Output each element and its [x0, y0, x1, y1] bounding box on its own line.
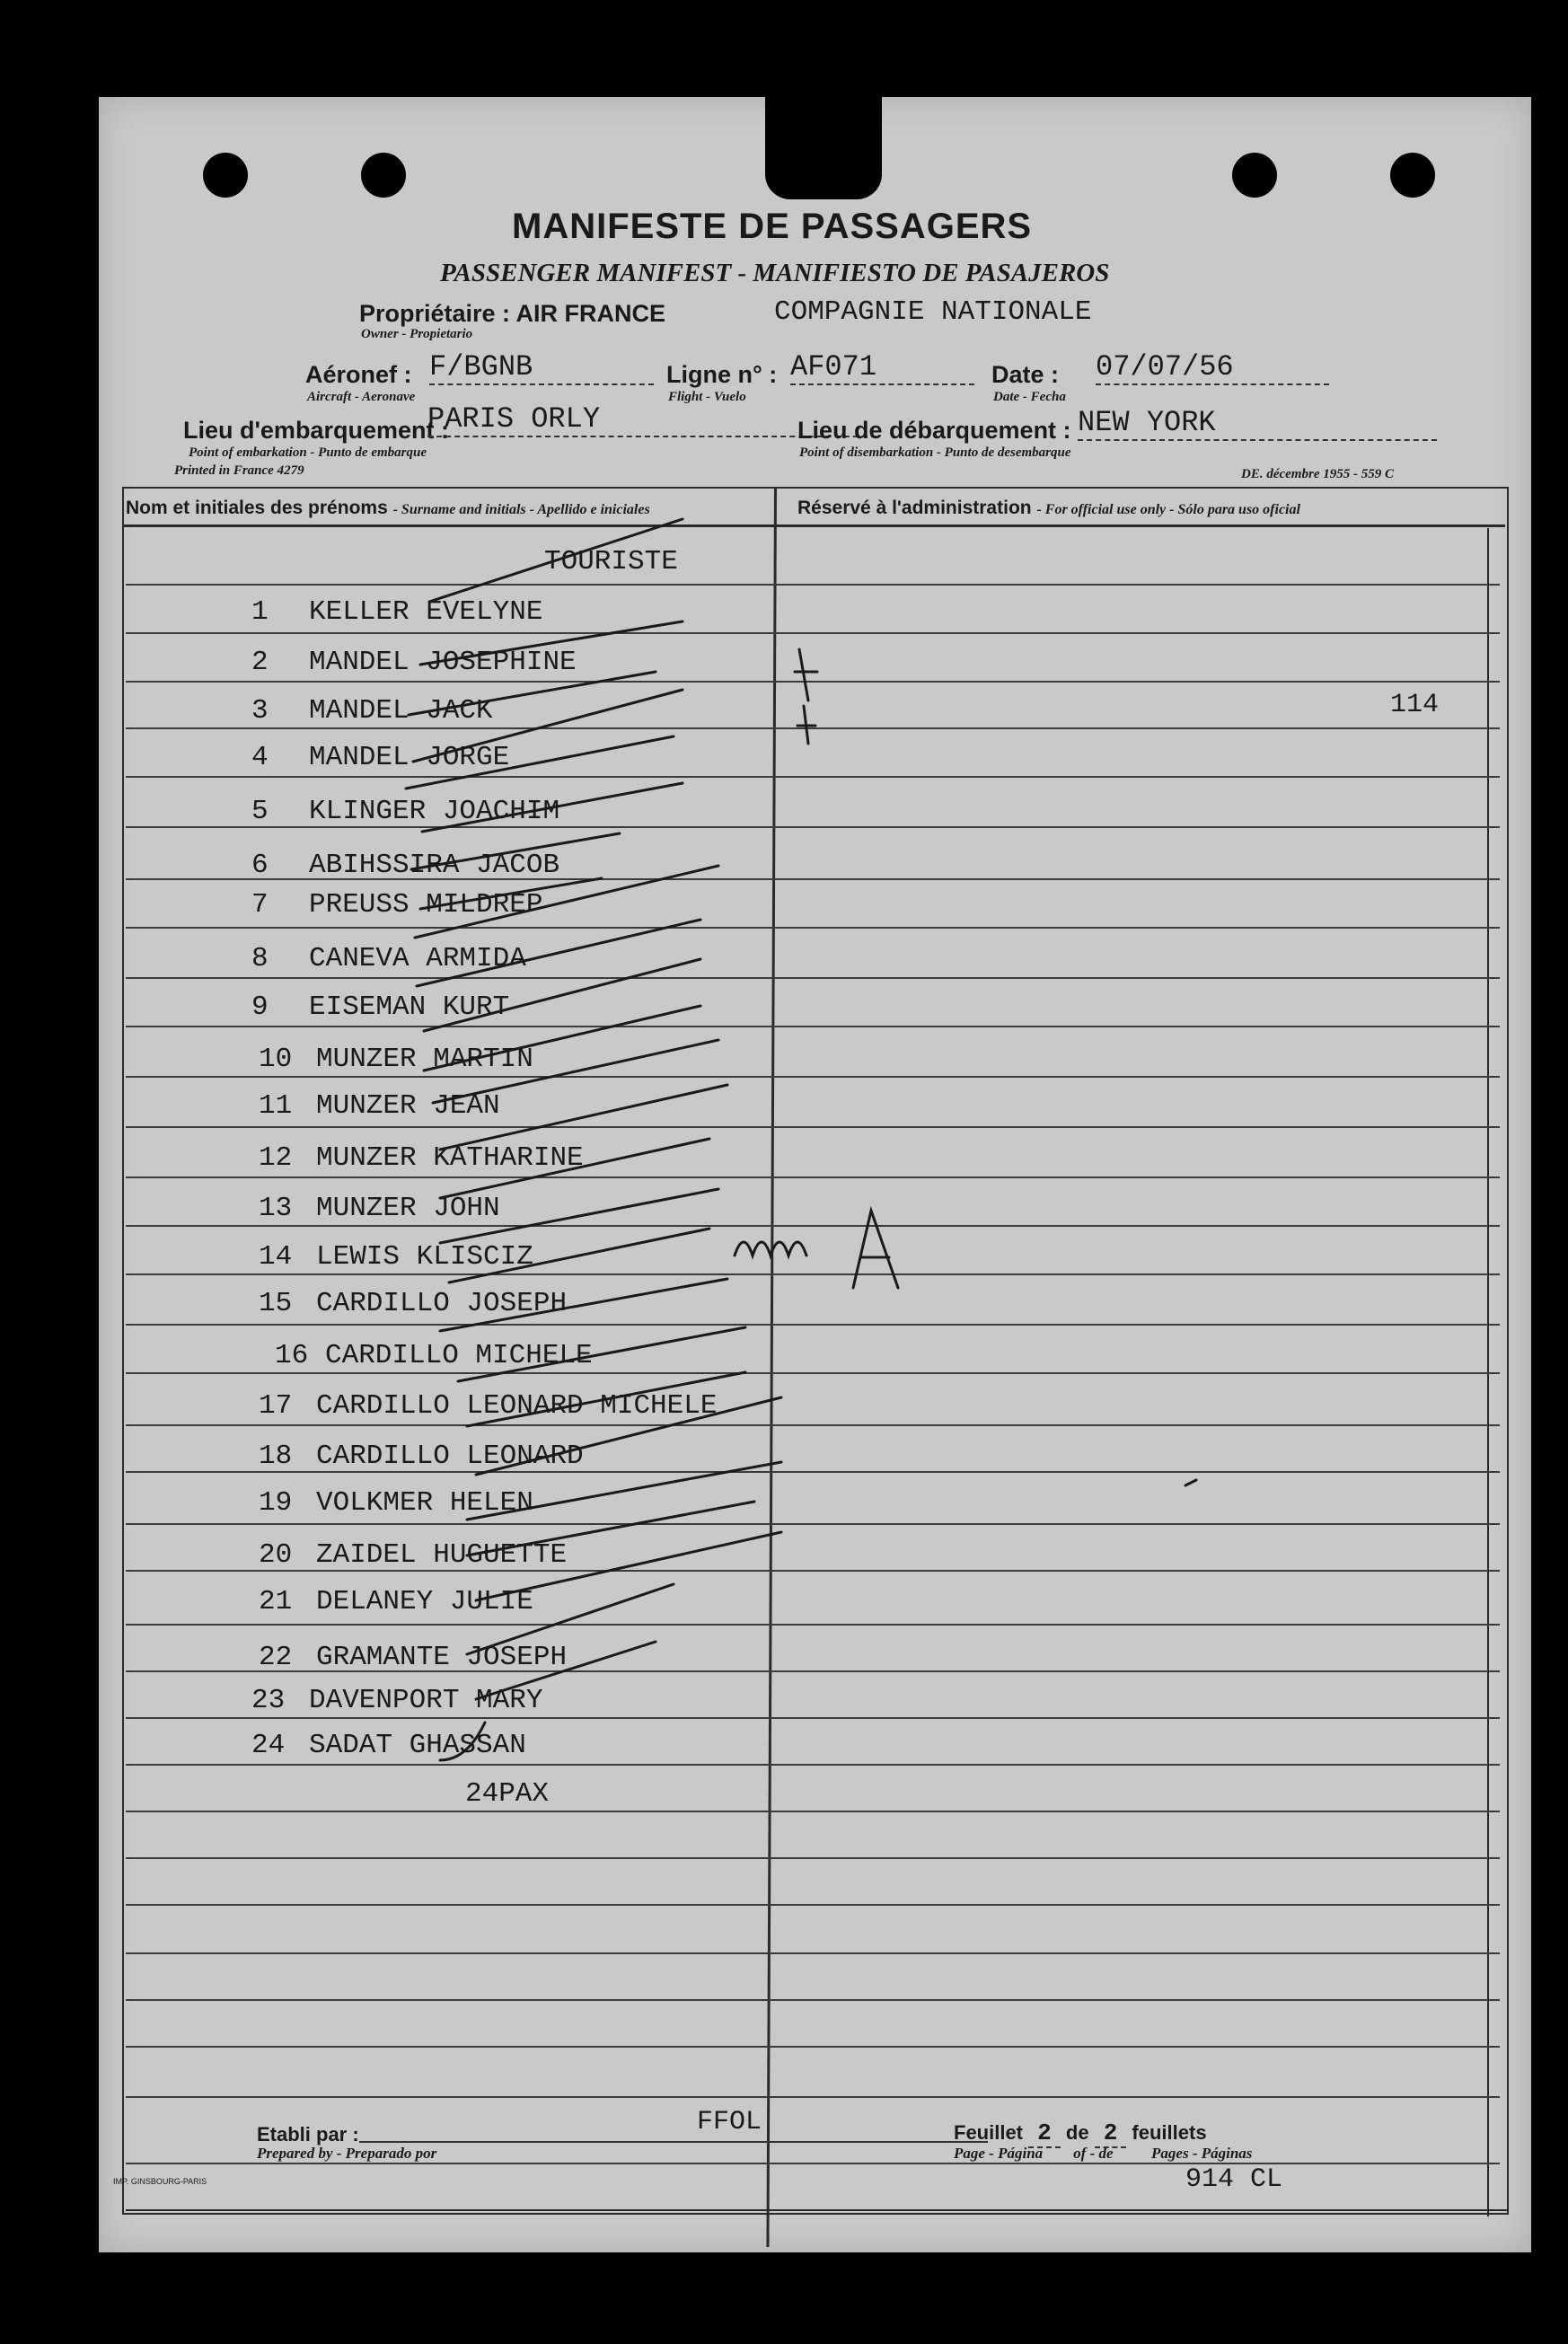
passenger-row: 18 CARDILLO LEONARD	[259, 1441, 584, 1472]
handwritten-checkmarks	[99, 97, 1531, 2252]
passenger-row: 10 MUNZER MARTIN	[259, 1044, 533, 1075]
passenger-row: 17 CARDILLO LEONARD MICHELE	[259, 1390, 718, 1422]
passenger-row: 12 MUNZER KATHARINE	[259, 1142, 584, 1174]
passenger-row: 9 EISEMAN KURT	[251, 991, 510, 1023]
embark-value: PARIS ORLY	[427, 402, 876, 437]
passenger-row: 23 DAVENPORT MARY	[251, 1685, 543, 1716]
passenger-row: 11 MUNZER JEAN	[259, 1090, 500, 1122]
form-code: DE. décembre 1955 - 559 C	[1241, 467, 1394, 481]
aircraft-value: F/BGNB	[429, 350, 654, 385]
disembark-sub: Point of disembarkation - Punto de desembarque	[799, 445, 1071, 460]
aircraft-sub: Aircraft - Aeronave	[307, 390, 416, 404]
passenger-row: 21 DELANEY JULIE	[259, 1586, 533, 1617]
owner-value: COMPAGNIE NATIONALE	[774, 296, 1092, 328]
passenger-row: 4 MANDEL JORGE	[251, 742, 510, 773]
flight-value: AF071	[790, 350, 974, 385]
manifest-sheet	[99, 97, 1531, 2252]
prepared-sub: Prepared by - Preparado por	[257, 2145, 437, 2162]
col-header-admin: Réservé à l'administration - For official use only - Sólo para uso oficial	[797, 498, 1300, 518]
flight-label: Ligne n° :	[666, 361, 778, 388]
embark-label: Lieu d'embarquement :	[183, 417, 449, 444]
disembark-label: Lieu de débarquement :	[797, 417, 1071, 444]
date-label: Date :	[991, 361, 1060, 388]
passenger-row: 8 CANEVA ARMIDA	[251, 943, 526, 974]
date-value: 07/07/56	[1096, 350, 1329, 385]
passenger-row: 16 CARDILLO MICHELE	[275, 1340, 593, 1371]
flight-sub: Flight - Vuelo	[668, 390, 746, 404]
admin-number: 114	[1390, 690, 1440, 720]
owner-sub: Owner - Propietario	[361, 327, 473, 341]
passenger-total: 24PAX	[465, 1778, 550, 1810]
footer-rule	[126, 2209, 1509, 2211]
passenger-row: 5 KLINGER JOACHIM	[251, 796, 560, 827]
passenger-row: 6 ABIHSSIRA JACOB	[251, 850, 560, 881]
disembark-value: NEW YORK	[1078, 406, 1437, 441]
passenger-row: 15 CARDILLO JOSEPH	[259, 1288, 568, 1319]
passenger-row: 20 ZAIDEL HUGUETTE	[259, 1539, 568, 1571]
passenger-row: 7 PREUSS MILDREP	[251, 889, 543, 921]
page-label: Feuillet 2 de 2 feuillets	[954, 2119, 1207, 2146]
page-sub: Page - Página of - de Pages - Páginas	[954, 2145, 1253, 2162]
passenger-row: 3 MANDEL JACK	[251, 695, 493, 727]
col-header-names: Nom et initiales des prénoms - Surname and initials - Apellido e iniciales	[126, 498, 650, 518]
prepared-value: FFOL	[697, 2107, 762, 2137]
passenger-row: 13 MUNZER JOHN	[259, 1193, 500, 1224]
archive-stamp: 914 CL	[1185, 2164, 1283, 2195]
date-sub: Date - Fecha	[993, 390, 1066, 404]
aircraft-label: Aéronef :	[305, 361, 412, 388]
passenger-row: 22 GRAMANTE JOSEPH	[259, 1642, 568, 1673]
printer-mark: IMP. GINSBOURG-PARIS	[113, 2177, 207, 2186]
passenger-row: 1 KELLER EVELYNE	[251, 596, 543, 628]
owner-label: Propriétaire : AIR FRANCE	[359, 300, 666, 327]
printed-note: Printed in France 4279	[174, 463, 304, 478]
embark-sub: Point of embarkation - Punto de embarque	[189, 445, 427, 460]
passenger-row: 14 LEWIS KLISCIZ	[259, 1241, 533, 1273]
class-label: TOURISTE	[544, 546, 678, 577]
prepared-line	[359, 2141, 988, 2143]
passenger-row: 24 SADAT GHASSAN	[251, 1730, 526, 1761]
manifest-title: MANIFESTE DE PASSAGERS	[512, 207, 1033, 246]
passenger-row: 2 MANDEL JOSEPHINE	[251, 647, 577, 678]
manifest-subtitle: PASSENGER MANIFEST - MANIFIESTO DE PASAJEROS	[440, 259, 1110, 287]
prepared-label: Etabli par :	[257, 2123, 359, 2146]
passenger-row: 19 VOLKMER HELEN	[259, 1487, 533, 1519]
